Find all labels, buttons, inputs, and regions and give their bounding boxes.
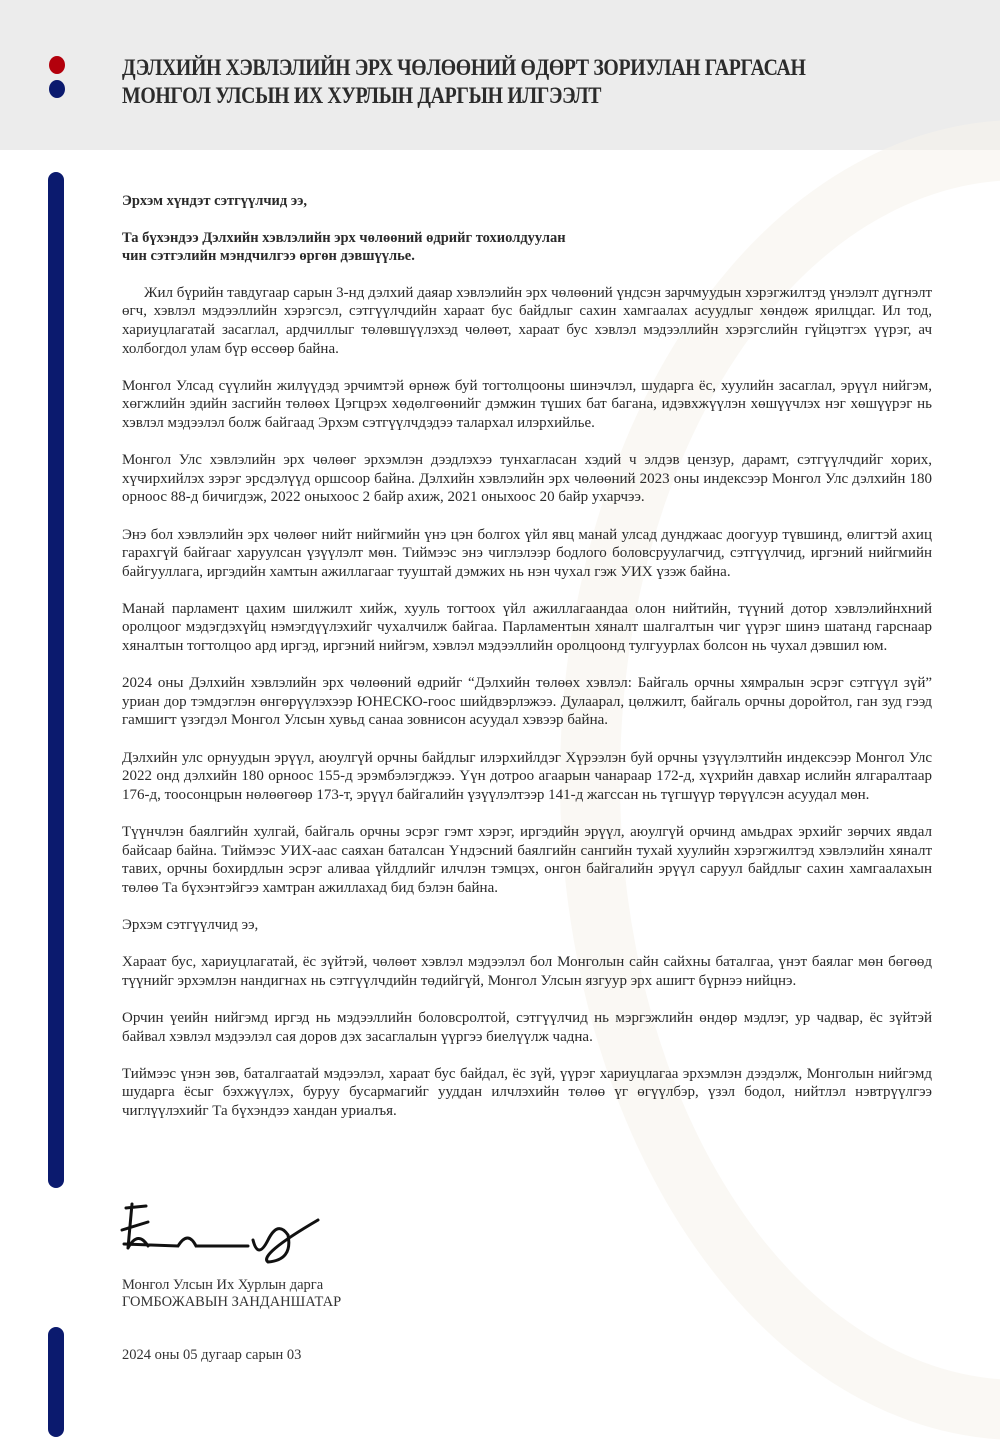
paragraph: Монгол Улс хэвлэлийн эрх чөлөөг эрхэмлэн дээдлэхээ тунхагласан хэдий ч элдэв цензур, дарамт, сэтгүүлчдийг хорих, хүчирхийлэх зэрэг эрсдэлүүд оршсоор байна. Дэлхийн хэвлэлийн эрх чөлөөний 2023 оны индексээр Монгол Улс дэлхийн 180 орноос 88-д бичигдэж, 2022 оныхоос 2 байр ахиж, 2021 оныхоос 20 байр ухарчээ.: [122, 452, 932, 506]
signatory-name: ГОМБОЖАВЫН ЗАНДАНШАТАР: [122, 1294, 342, 1310]
paragraph: Тиймээс үнэн зөв, баталгаатай мэдээлэл, хараат бус байдал, ёс зүй, үүрэг хариуцлагаа эрхэмлэн дээдэлж, Монголын нийгэмд шударга ёсыг бэхжүүлэх, буруу бусармагийг ууддан илчлэхийн төлөө үг өгүүлбэр, үзэл бодол, нийтлэл нэвтрүүлгээ чиглүүлэхийг Та бүхэндээ хандан уриалъя.: [122, 1065, 932, 1119]
paragraph: Орчин үеийн нийгэмд иргэд нь мэдээллийн боловсролтой, сэтгүүлчид нь мэргэжлийн өндөр мэдлэг, ур чадвар, ёс зүйтэй байвал хэвлэл мэдээлэл сая доров дэх засаглалын үүргээ биелүүлж чадна.: [122, 1009, 932, 1045]
left-accent-bar-top: [48, 172, 64, 1188]
paragraph: Түүнчлэн баялгийн хулгай, байгаль орчны эсрэг гэмт хэрэг, иргэдийн эрүүл, аюулгүй орчинд амьдрах эрхийг зөрчих явдал байсаар байна. Тиймээс УИХ-аас саяхан баталсан Үндэсний баялгийн сангийн тухай хуулийн хэрэгжилтэд хэвлэлийн хяналт тавих, орчны бохирдлын эсрэг аливаа үйлдлийг илчлэн тэмцэх, онгон байгалийн эрүүл саруул байдлыг сахин хамгаалахын төлөө Та бүхэнтэйгээ хамтран ажиллахад бид бэлэн байна.: [122, 824, 932, 896]
title-line-1: ДЭЛХИЙН ХЭВЛЭЛИЙН ЭРХ ЧӨЛӨӨНИЙ ӨДӨРТ ЗОРИУЛАН ГАРГАСАН: [122, 55, 806, 80]
paragraph: Хараат бус, хариуцлагатай, ёс зүйтэй, чөлөөт хэвлэл мэдээлэл бол Монголын сайн сайхны баталгаа, үнэт баялаг мөн бөгөөд түүнийг эрхэмлэн нандигнах нь сэтгүүлчдийн төдийгүй, Монгол Улсын язгуур эрх ашигт бүрнээ нийцнэ.: [122, 954, 932, 989]
signatory-title: Монгол Улсын Их Хурлын дарга: [122, 1277, 324, 1293]
blue-dot-icon: [49, 80, 65, 98]
paragraph: Дэлхийн улс орнуудын эрүүл, аюулгүй орчны байдлыг илэрхийлдэг Хүрээлэн буй орчны үзүүлэлтийн индексээр Монгол Улс 2022 онд дэлхийн 180 орноос 155-д эрэмбэлэгджээ. Үүн дотроо агаарын чанараар 172-д, хүхрийн давхар ислийн ялгаралтаар 176-д, тоосонцрын нөлөөгөөр 173-т, эрүүл байгалийн үзүүлэлтээр 141-д жагссан нь түгшүүр төрүүлсэн асуудал мөн.: [122, 749, 932, 803]
greeting-line-1: Та бүхэндээ Дэлхийн хэвлэлийн эрх чөлөөний өдрийг тохиолдуулан: [122, 229, 566, 246]
left-accent-bar-bottom: [48, 1327, 64, 1437]
paragraph: Энэ бол хэвлэлийн эрх чөлөөг нийт нийгмийн үнэ цэн болгох үйл явц манай улсад дунджаас доогуур түвшинд, өлигтэй ахиц гарахгүй байгааг харуулсан үзүүлэлт мөн. Тиймээс энэ чиглэлээр бодлого боловсруулагчид, сэтгүүлчид, иргэний нийгмийн байгууллага, иргэдийн хамтын ажиллагааг тууштай дэмжих нь нэн чухал гэж УИХ үзэж байна.: [122, 526, 932, 580]
signatory: [122, 1277, 341, 1311]
letter-date: 2024 оны 05 дугаар сарын 03: [122, 1347, 302, 1363]
salutation: Эрхэм хүндэт сэтгүүлчид ээ,: [122, 193, 308, 209]
closing-salutation: Эрхэм сэтгүүлчид ээ,: [122, 916, 259, 933]
paragraph: Манай парламент цахим шилжилт хийж, хууль тогтоох үйл ажиллагаандаа олон нийтийн, түүний дотор хэвлэлийнхний оролцоог мэдэгдэхүйц нэмэгдүүлэхийг чухалчилж байгаа. Парламентын хяналт шалгалтын чиг үүрэг шинэ шатанд гарснаар хяналтын тогтолцоо ард иргэд, иргэний нийгэм, хэвлэл мэдээллийн оролцоонд тулгуурлах болсон нь чухал дэвшил юм.: [122, 600, 932, 655]
greeting: [122, 229, 932, 266]
signature-image: [118, 1200, 328, 1270]
paragraph: 2024 оны Дэлхийн хэвлэлийн эрх чөлөөний өдрийг “Дэлхийн төлөөх хэвлэл: Байгаль орчны хямралын эсрэг сэтгүүл зүй” уриан дор тэмдэглэн өнгөрүүлэхээр ЮНЕСКО-гоос шийдвэрлэжээ. Дулаарал, цөлжилт, байгаль орчны доройтол, ган зуд гээд гамшигт үзэгдэл Монгол Улсын хувьд санаа зовнисон асуудал хэвээр байна.: [122, 675, 932, 729]
greeting-line-2: чин сэтгэлийн мэндчилгээ өргөн дэвшүүлье.: [122, 248, 415, 265]
page-header: [0, 0, 1000, 150]
title-line-2: МОНГОЛ УЛСЫН ИХ ХУРЛЫН ДАРГЫН ИЛГЭЭЛТ: [122, 83, 602, 108]
red-dot-icon: [49, 56, 65, 74]
document-title: [122, 54, 806, 110]
letter-body: [122, 192, 932, 1139]
paragraph: Жил бүрийн тавдугаар сарын 3-нд дэлхий даяар хэвлэлийн эрх чөлөөний үндсэн зарчмуудын хэрэгжилтэд үнэлэлт дүгнэлт өгч, хэвлэл мэдээллийн хэрэгсэл, сэтгүүлчдийн хараат бус байдлыг сахин хамгаалах асуудлыг хөндөж ярилцдаг. Ил тод, хариуцлагатай засаглал, ардчиллыг төлөвшүүлэхэд чөлөөт, хараат бус хэвлэл мэдээллийн хэрэгслийн гүйцэтгэх үүрэг, ач холбогдол улам бүр өссөөр байна.: [122, 284, 932, 357]
paragraph: Монгол Улсад сүүлийн жилүүдэд эрчимтэй өрнөж буй тогтолцооны шинэчлэл, шударга ёс, хуулийн засаглал, эрүүл нийгэм, хөгжлийн эдийн засгийн төлөөх Цэгцрэх хөдөлгөөнийг дэмжин түших бат багана, идэвхжүүлэн хөшүүчлэх нэг хөшүүрэг нь хэвлэл мэдээлэл болж байгаад Эрхэм сэтгүүлчдэдээ талархал илэрхийлье.: [122, 377, 932, 431]
